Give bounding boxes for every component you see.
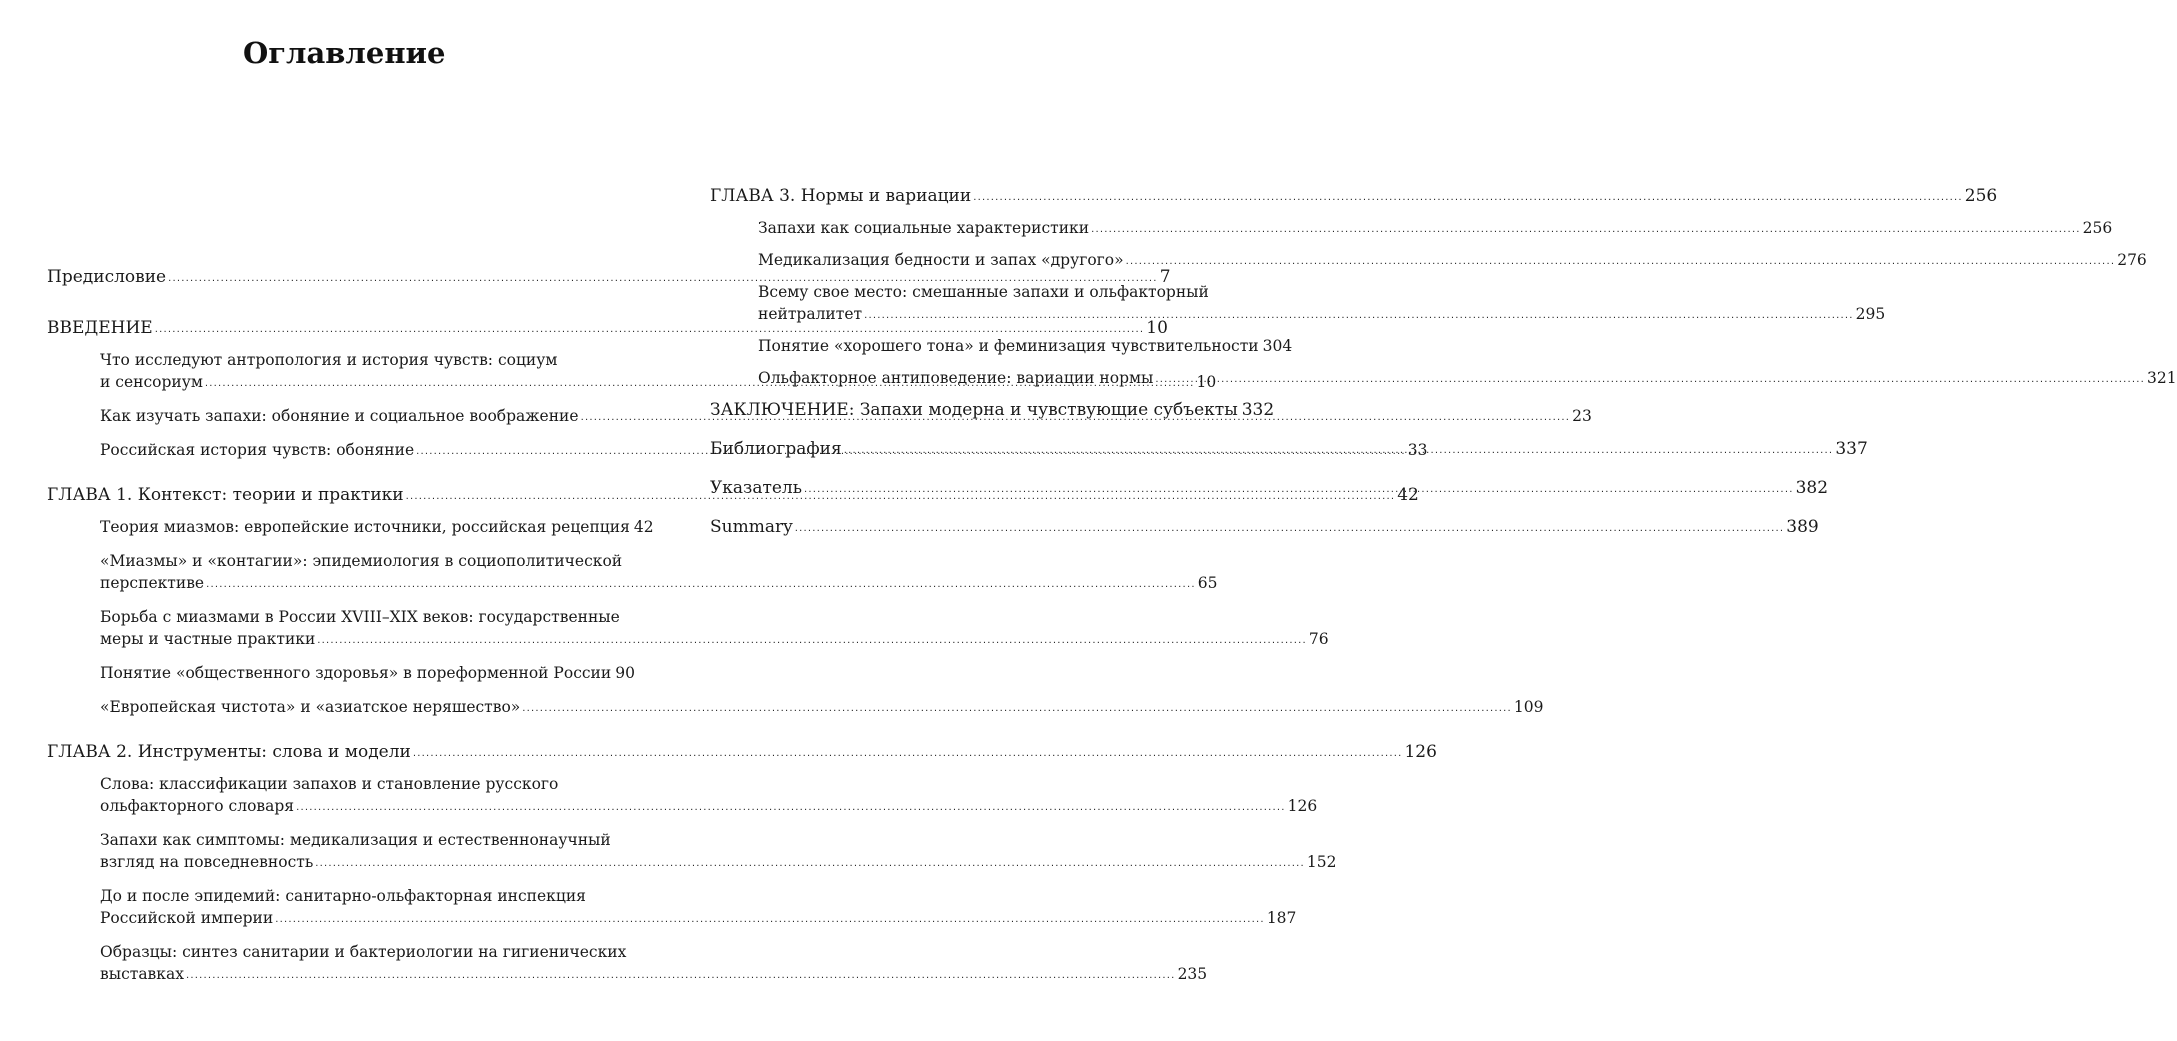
dot-leader (315, 853, 1305, 875)
toc-entry[interactable] (710, 516, 1819, 541)
toc-entry-title-line: перспективе (100, 574, 205, 592)
toc-entry[interactable] (710, 399, 1275, 424)
spacer (47, 342, 615, 349)
toc-entry-title-line: ольфакторного словаря (100, 797, 295, 815)
page-number: 321 (2146, 369, 2177, 387)
dot-leader (1126, 251, 2116, 273)
spacer (710, 502, 1235, 516)
toc-entry-title-line: Библиография (710, 439, 842, 459)
toc-entry-title-line: взгляд на повседневность (100, 853, 314, 871)
toc-entry-title-line: «Миазмы» и «контагии»: эпидемиология в социополитической (100, 552, 623, 570)
toc-entry-title-line: меры и частные практики (100, 630, 316, 648)
page-number: 235 (1177, 965, 1208, 983)
page-number: 33 (1407, 441, 1428, 459)
page-number: 7 (1159, 267, 1171, 287)
page-number: 42 (1397, 485, 1419, 505)
spacer (710, 328, 1235, 335)
toc-entry-title-line: Теория миазмов: европейские источники, российская рецепция (100, 518, 630, 536)
page-number: 256 (2082, 219, 2113, 237)
toc-entry-title-line: Российская история чувств: обоняние (100, 441, 415, 459)
toc-entry[interactable] (47, 317, 1168, 342)
toc-entry[interactable] (710, 281, 1886, 328)
toc-entry[interactable] (47, 266, 1171, 291)
toc-entry[interactable] (47, 662, 635, 687)
toc-entry[interactable] (47, 941, 1208, 988)
page-number: 42 (633, 518, 654, 536)
page-number: 304 (1262, 337, 1293, 355)
spacer (710, 392, 1235, 399)
spacer (47, 721, 615, 741)
page-number: 65 (1197, 574, 1218, 592)
toc-entry-title-line: Борьба с миазмами в России XVIII–XIX веков: государственные (100, 608, 620, 626)
toc-entry-title-line: ЗАКЛЮЧЕНИЕ: Запахи модерна и чувствующие субъекты (710, 400, 1238, 420)
toc-entry[interactable] (47, 696, 1544, 721)
spacer (47, 396, 615, 405)
page-number: 109 (1513, 698, 1544, 716)
spacer (47, 509, 615, 516)
dot-leader (206, 574, 1196, 596)
spacer (710, 360, 1235, 367)
toc-entry-title-line: нейтралитет (758, 305, 863, 323)
toc-entry[interactable] (47, 550, 1218, 597)
spacer (47, 653, 615, 662)
page-number: 389 (1786, 517, 1819, 537)
toc-entry[interactable] (47, 741, 1437, 766)
toc-entry-title-line: Что исследуют антропология и история чувств: социум (100, 351, 558, 369)
page-number: 152 (1306, 853, 1337, 871)
toc-entry[interactable] (710, 185, 1998, 210)
page-number: 187 (1266, 909, 1297, 927)
spacer (47, 876, 615, 885)
spacer (47, 430, 615, 439)
toc-entry[interactable] (47, 773, 1318, 820)
toc-entry-title-line: Образцы: синтез санитарии и бактериологии на гигиенических (100, 943, 627, 961)
toc-entry[interactable] (710, 367, 2177, 392)
spacer (47, 820, 615, 829)
toc-entry-title-line: Запахи как симптомы: медикализация и естественнонаучный (100, 831, 611, 849)
toc-entry-title-line: выставках (100, 965, 184, 983)
page-number: 332 (1241, 400, 1275, 420)
page-title: Оглавление (243, 36, 446, 70)
toc-entry-title-line: Ольфакторное антиповедение: вариации нормы (758, 369, 1154, 387)
toc-entry-title-line: ВВЕДЕНИЕ (47, 318, 153, 338)
toc-entry-title-line: «Европейская чистота» и «азиатское неряшество» (100, 698, 521, 716)
dot-leader (317, 630, 1307, 652)
spacer (47, 541, 615, 550)
toc-entry[interactable] (47, 516, 654, 541)
toc-entry[interactable] (47, 606, 1329, 653)
dot-leader (973, 187, 1963, 209)
toc-entry[interactable] (710, 438, 1868, 463)
page-number: 276 (2117, 251, 2147, 269)
spacer (47, 597, 615, 606)
spacer (710, 274, 1235, 281)
toc-entry-title-line: ГЛАВА 1. Контекст: теории и практики (47, 485, 404, 505)
toc-entry-title-line: ГЛАВА 3. Нормы и вариации (710, 186, 972, 206)
dot-leader (804, 479, 1794, 501)
toc-entry-title-line: До и после эпидемий: санитарно-ольфакторная инспекция (100, 887, 586, 905)
toc-entry-title-line: Всему свое место: смешанные запахи и ольфакторный (758, 283, 1209, 301)
spacer (47, 766, 615, 773)
toc-entry-title-line: и сенсориум (100, 373, 203, 391)
page-number: 256 (1964, 186, 1998, 206)
dot-leader (864, 305, 1854, 327)
dot-leader (844, 440, 1834, 462)
toc-entry-title-line: Понятие «хорошего тона» и феминизация чувствительности (758, 337, 1259, 355)
page-number: 337 (1835, 439, 1868, 459)
page-number: 10 (1196, 373, 1217, 391)
toc-entry-title-line: ГЛАВА 2. Инструменты: слова и модели (47, 742, 411, 762)
spacer (710, 424, 1235, 438)
toc-entry-title-line: Запахи как социальные характеристики (758, 219, 1090, 237)
dot-leader (522, 698, 1512, 720)
page-number: 126 (1404, 742, 1437, 762)
dot-leader (1155, 369, 2145, 391)
page-number: 76 (1308, 630, 1329, 648)
dot-leader (186, 965, 1176, 987)
toc-entry-title-line: Как изучать запахи: обоняние и социальное воображение (100, 407, 579, 425)
page-number: 382 (1795, 478, 1829, 498)
spacer (710, 242, 1235, 249)
dot-leader (413, 743, 1403, 765)
dot-leader (795, 518, 1785, 540)
toc-entry[interactable] (47, 829, 1337, 876)
toc-entry-title-line: Указатель (710, 478, 802, 498)
toc-entry-title-line: Понятие «общественного здоровья» в пореформенной России (100, 664, 612, 682)
dot-leader (1091, 219, 2081, 241)
toc-entry-title-line: Слова: классификации запахов и становление русского (100, 775, 559, 793)
page-number: 10 (1146, 318, 1168, 338)
page-number: 295 (1855, 305, 1886, 323)
spacer (47, 687, 615, 696)
toc-entry[interactable] (710, 249, 2147, 274)
page-number: 90 (615, 664, 635, 682)
spacer (47, 464, 615, 484)
page-number: 23 (1572, 407, 1592, 425)
toc-entry-title-line: Предисловие (47, 267, 167, 287)
toc-entry[interactable] (710, 335, 1293, 360)
page-number: 126 (1287, 797, 1318, 815)
spacer (47, 291, 615, 317)
toc-entry-title-line: Summary (710, 517, 793, 537)
spacer (710, 210, 1235, 217)
dot-leader (275, 909, 1265, 931)
spacer (710, 463, 1235, 477)
toc-entry-title-line: Медикализация бедности и запах «другого» (758, 251, 1124, 269)
toc-entry[interactable] (710, 217, 2113, 242)
spacer (47, 932, 615, 941)
dot-leader (296, 797, 1286, 819)
toc-entry[interactable] (47, 885, 1297, 932)
toc-entry-title-line: Российской империи (100, 909, 274, 927)
